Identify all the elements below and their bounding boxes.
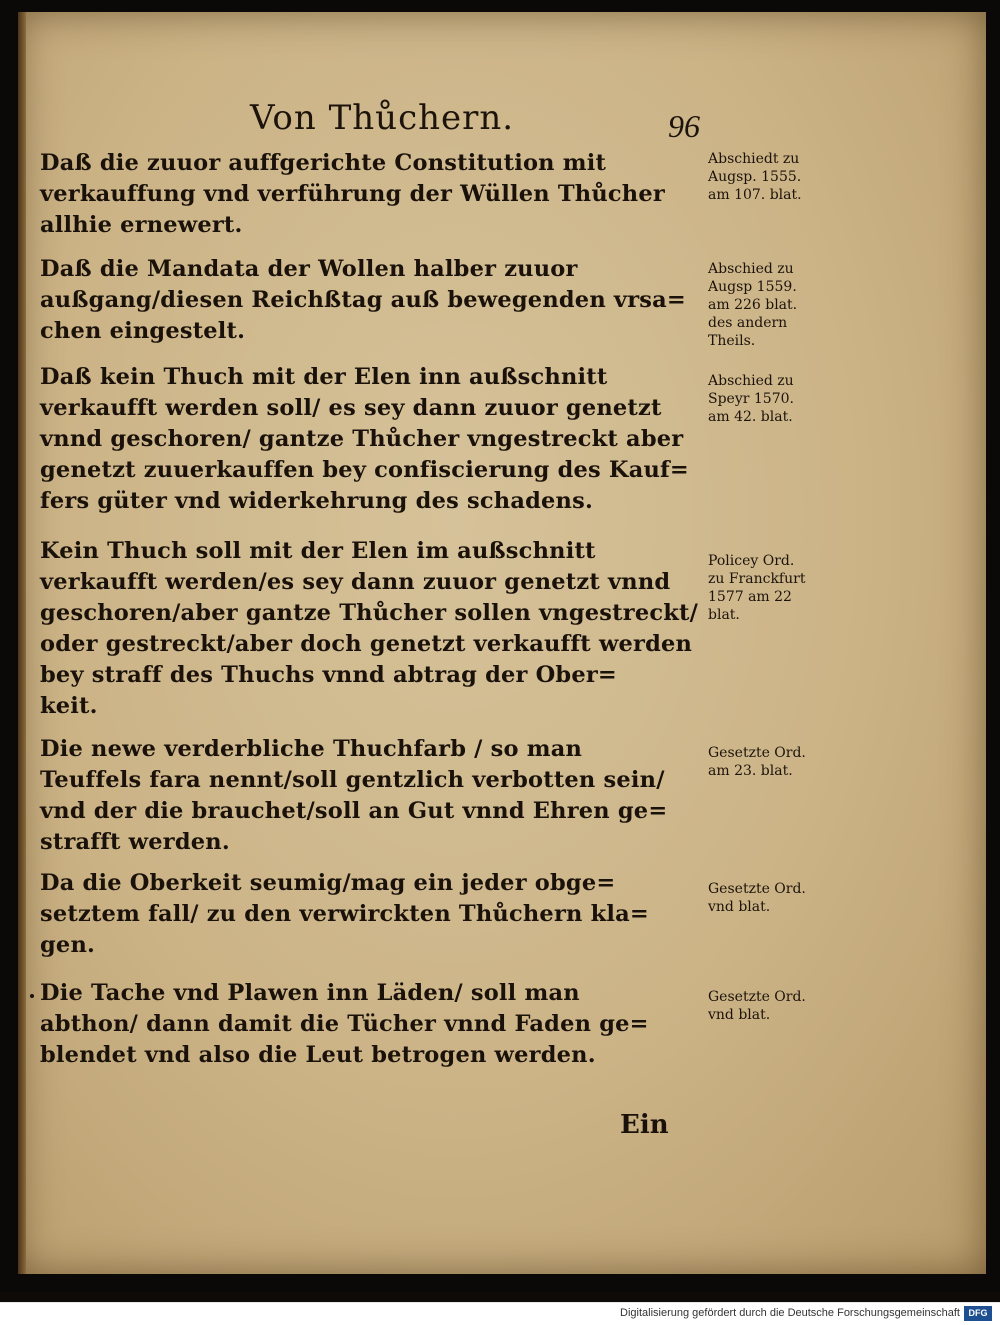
page-number: 96 — [668, 108, 700, 144]
marginal-note-6 — [708, 880, 848, 916]
dfg-logo-icon: DFG — [964, 1306, 992, 1321]
marginal-note-1 — [708, 150, 848, 204]
text-line: Die newe verderbliche Thuchfarb / so man — [40, 736, 583, 762]
margin-line: Gesetzte Ord. — [708, 745, 806, 761]
text-line: verkauffung vnd verführung der Wüllen Thůcher — [40, 181, 665, 207]
text-line: blendet vnd also die Leut betrogen werden. — [40, 1042, 596, 1068]
text-line: bey straff des Thuchs vnnd abtrag der Ober= — [40, 662, 617, 688]
marginal-note-2 — [708, 260, 848, 350]
marginal-note-4 — [708, 552, 848, 624]
text-line: strafft werden. — [40, 829, 230, 855]
text-line: Kein Thuch soll mit der Elen im außschnitt — [40, 538, 596, 564]
text-line: Da die Oberkeit seumig/mag ein jeder obge= — [40, 870, 616, 896]
paragraph-1 — [40, 148, 700, 241]
text-line: vnd der die brauchet/soll an Gut vnnd Ehren ge= — [40, 798, 668, 824]
funding-credit: Digitalisierung gefördert durch die Deutsche Forschungsgemeinschaft — [620, 1307, 960, 1319]
text-line: abthon/ dann damit die Tücher vnnd Faden ge= — [40, 1011, 649, 1037]
margin-line: Theils. — [708, 333, 756, 349]
margin-line: vnd blat. — [708, 899, 771, 915]
marginal-note-5 — [708, 744, 848, 780]
text-line: Die Tache vnd Plawen inn Läden/ soll man — [40, 980, 580, 1006]
text-line: geschoren/aber gantze Thůcher sollen vngestreckt/ — [40, 600, 699, 626]
margin-line: vnd blat. — [708, 1007, 771, 1023]
margin-line: am 23. blat. — [708, 763, 793, 779]
paragraph-2 — [40, 254, 700, 347]
margin-line: blat. — [708, 607, 740, 623]
margin-line: Abschied zu — [708, 261, 794, 277]
margin-line: zu Franckfurt — [708, 571, 806, 587]
text-line: verkaufft werden soll/ es sey dann zuuor genetzt — [40, 395, 662, 421]
running-title: Von Thůchern. — [250, 98, 515, 138]
paragraph-6 — [40, 868, 700, 961]
text-line: chen eingestelt. — [40, 318, 246, 344]
marginal-note-7 — [708, 988, 848, 1024]
text-line: vnnd geschoren/ gantze Thůcher vngestreckt aber — [40, 426, 684, 452]
paragraph-3 — [40, 362, 700, 517]
margin-line: Speyr 1570. — [708, 391, 794, 407]
page-spine — [18, 12, 26, 1274]
marginal-note-3 — [708, 372, 848, 426]
text-line: setztem fall/ zu den verwirckten Thůchern kla= — [40, 901, 649, 927]
text-line: Daß die zuuor auffgerichte Constitution mit — [40, 150, 607, 176]
paragraph-7 — [40, 978, 700, 1071]
footer-bar — [0, 1302, 1000, 1325]
paragraph-4 — [40, 536, 700, 722]
margin-line: Policey Ord. — [708, 553, 795, 569]
text-line: genetzt zuuerkauffen bey confiscierung des Kauf= — [40, 457, 689, 483]
margin-line: am 226 blat. — [708, 297, 798, 313]
margin-line: des andern — [708, 315, 788, 331]
text-line: oder gestreckt/aber doch genetzt verkaufft werden — [40, 631, 693, 657]
margin-line: Augsp 1559. — [708, 279, 797, 295]
text-line: gen. — [40, 932, 96, 958]
margin-line: am 107. blat. — [708, 187, 802, 203]
margin-line: Abschiedt zu — [708, 151, 800, 167]
margin-line: 1577 am 22 — [708, 589, 792, 605]
catchword: Ein — [620, 1110, 669, 1140]
margin-line: Augsp. 1555. — [708, 169, 802, 185]
text-line: verkaufft werden/es sey dann zuuor genetzt vnnd — [40, 569, 671, 595]
ink-speck — [30, 994, 34, 998]
text-line: außgang/diesen Reichßtag auß bewegenden vrsa= — [40, 287, 686, 313]
text-line: allhie ernewert. — [40, 212, 243, 238]
text-line: Daß kein Thuch mit der Elen inn außschnitt — [40, 364, 608, 390]
text-line: keit. — [40, 693, 98, 719]
margin-line: Gesetzte Ord. — [708, 989, 806, 1005]
text-line: fers güter vnd widerkehrung des schadens. — [40, 488, 594, 514]
margin-line: Gesetzte Ord. — [708, 881, 806, 897]
margin-line: Abschied zu — [708, 373, 794, 389]
margin-line: am 42. blat. — [708, 409, 793, 425]
text-line: Teuffels fara nennt/soll gentzlich verbotten sein/ — [40, 767, 665, 793]
paragraph-5 — [40, 734, 700, 858]
text-line: Daß die Mandata der Wollen halber zuuor — [40, 256, 578, 282]
